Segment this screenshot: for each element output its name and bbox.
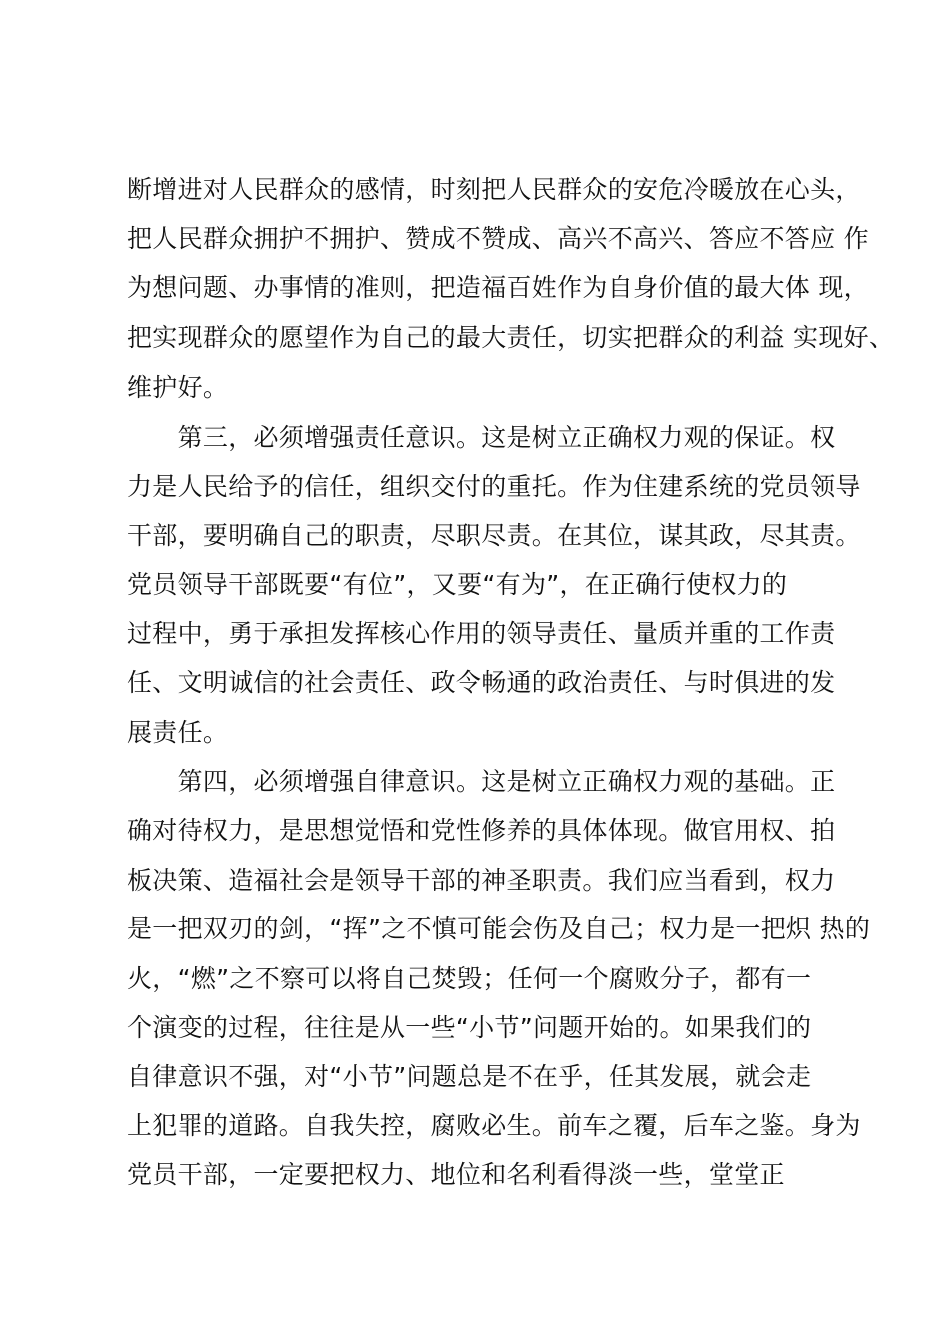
text-line: 任、文明诚信的社会责任、政令畅通的政治责任、与时俱进的发 [127,668,836,697]
text-line: 断增进对人民群众的感情，时刻把人民群众的安危冷暖放在心头， [127,175,861,204]
text-line: 维护好。 [127,373,229,402]
text-line: 第四，必须增强自律意识。这是树立正确权力观的基础。正 [127,767,836,796]
text-line: 干部，要明确自己的职责，尽职尽责。在其位，谋其政，尽其责。 [127,521,861,550]
text-line: 是一把双刃的剑，“挥”之不慎可能会伤及自己；权力是一把炽 热的 [127,914,871,943]
text-line: 党员干部，一定要把权力、地位和名利看得淡一些，堂堂正 [127,1160,785,1189]
text-line: 展责任。 [127,718,229,747]
text-line: 确对待权力，是思想觉悟和党性修养的具体体现。做官用权、拍 [127,816,836,845]
text-line: 党员领导干部既要“有位”，又要“有为”，在正确行使权力的 [127,570,788,599]
text-line: 上犯罪的道路。自我失控，腐败必生。前车之覆，后车之鉴。身为 [127,1111,861,1140]
text-line: 火，“燃”之不察可以将自己焚毁；任何一个腐败分子，都有一 [127,964,812,993]
text-line: 板决策、造福社会是领导干部的神圣职责。我们应当看到，权力 [127,866,836,895]
text-line: 把人民群众拥护不拥护、赞成不赞成、高兴不高兴、答应不答应 作 [127,224,869,253]
text-line: 过程中，勇于承担发挥核心作用的领导责任、量质并重的工作责 [127,619,836,648]
text-line: 把实现群众的愿望作为自己的最大责任，切实把群众的利益 实现好、 [127,323,895,352]
text-line: 第三，必须增强责任意识。这是树立正确权力观的保证。权 [127,423,836,452]
text-line: 力是人民给予的信任，组织交付的重托。作为住建系统的党员领导 [127,472,861,501]
text-line: 个演变的过程，往往是从一些“小节”问题开始的。如果我们的 [127,1013,812,1042]
text-line: 自律意识不强，对“小节”问题总是不在乎，任其发展，就会走 [127,1062,812,1091]
text-line: 为想问题、办事情的准则，把造福百姓作为自身价值的最大体 现， [127,273,869,302]
